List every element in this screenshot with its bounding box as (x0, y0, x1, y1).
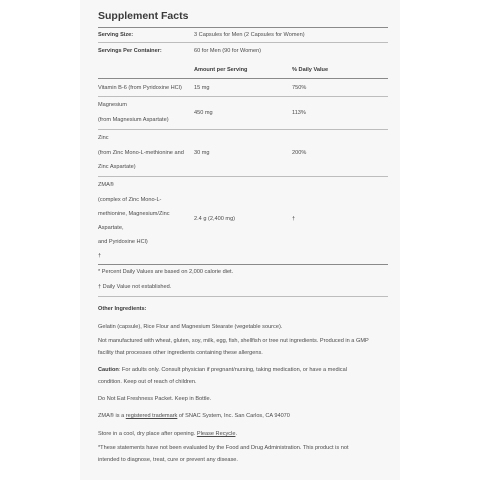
zma-desc-line4: and Pyridoxine HCl) (98, 239, 148, 245)
b6-dv: 750% (292, 85, 307, 91)
zma-desc-line1: (complex of Zinc Mono-L- (98, 197, 162, 203)
trademark-post: of SNAC System, Inc. San Carlos, CA 94070 (177, 413, 290, 419)
zma-dv: † (292, 216, 296, 222)
zinc-dv: 200% (292, 150, 307, 156)
magnesium-amount: 450 mg (194, 110, 213, 116)
zinc-amount: 30 mg (194, 150, 210, 156)
trademark-line (98, 413, 290, 420)
divider (98, 129, 388, 130)
other-ingredients-heading: Other Ingredients: (98, 306, 147, 312)
allergen-line1: Not manufactured with wheat, gluten, soy, milk, egg, fish, shellfish or tree nut ingredients. Produced in a GMP (98, 338, 369, 344)
magnesium-source: (from Magnesium Aspartate) (98, 117, 169, 123)
serving-size-value: 3 Capsules for Men (2 Capsules for Women) (194, 32, 305, 38)
divider (98, 296, 388, 297)
allergen-line2: facility that processes other ingredients containing these allergens. (98, 350, 263, 356)
magnesium-dv: 113% (292, 110, 306, 116)
zma-dagger: † (98, 253, 102, 259)
zma-desc-line3: Aspartate, (98, 225, 124, 231)
zma-name: ZMA® (98, 182, 114, 188)
zinc-name: Zinc (98, 135, 109, 141)
zma-amount: 2.4 g (2,400 mg) (194, 216, 236, 222)
registered-trademark-link[interactable]: registered trademark (125, 413, 178, 419)
servings-per-container-label: Servings Per Container: (98, 48, 162, 54)
caution-label: Caution (98, 367, 119, 373)
zinc-source-line2: Zinc Aspartate) (98, 164, 136, 170)
b6-amount: 15 mg (194, 85, 210, 91)
divider (98, 96, 388, 97)
freshness-warning: Do Not Eat Freshness Packet. Keep in Bottle. (98, 396, 212, 402)
daily-value-header: % Daily Value (292, 67, 329, 73)
serving-size-label: Serving Size: (98, 32, 134, 38)
storage-line (98, 431, 237, 438)
caution-text: : For adults only. Consult physician if pregnant/nursing, taking medication, or have a medical (118, 367, 347, 373)
servings-per-container-value: 60 for Men (90 for Women) (194, 48, 262, 54)
fda-disclaimer-line2: intended to diagnose, treat, cure or prevent any disease. (98, 457, 238, 463)
supplement-facts-panel (80, 0, 400, 480)
title-rule (98, 27, 388, 28)
caution-line2: condition. Keep out of reach of children. (98, 379, 197, 385)
zinc-source-line1: (from Zinc Mono-L-methionine and (98, 150, 184, 156)
caution-line1 (98, 367, 347, 374)
not-established-footnote: † Daily Value not established. (98, 284, 172, 290)
storage-post: . (235, 431, 238, 437)
trademark-pre: ZMA® is a (98, 413, 126, 419)
other-ingredients-list: Gelatin (capsule), Rice Flour and Magnesium Stearate (vegetable source). (98, 324, 283, 330)
fda-disclaimer-line1: *These statements have not been evaluated by the Food and Drug Administration. This product is not (98, 445, 349, 451)
please-recycle-link[interactable]: Please Recycle (196, 431, 236, 437)
table-header-rule (98, 78, 388, 79)
magnesium-name: Magnesium (98, 102, 127, 108)
amount-per-serving-header: Amount per Serving (194, 67, 248, 73)
divider (98, 42, 388, 43)
storage-pre: Store in a cool, dry place after opening. (98, 431, 197, 437)
b6-name: Vitamin B-6 (from Pyridoxine HCl) (98, 85, 182, 91)
divider (98, 176, 388, 177)
panel-title: Supplement Facts (98, 10, 189, 22)
daily-value-footnote: * Percent Daily Values are based on 2,000 calorie diet. (98, 269, 234, 275)
table-bottom-rule (98, 264, 388, 265)
zma-desc-line2: methionine, Magnesium/Zinc (98, 211, 170, 217)
